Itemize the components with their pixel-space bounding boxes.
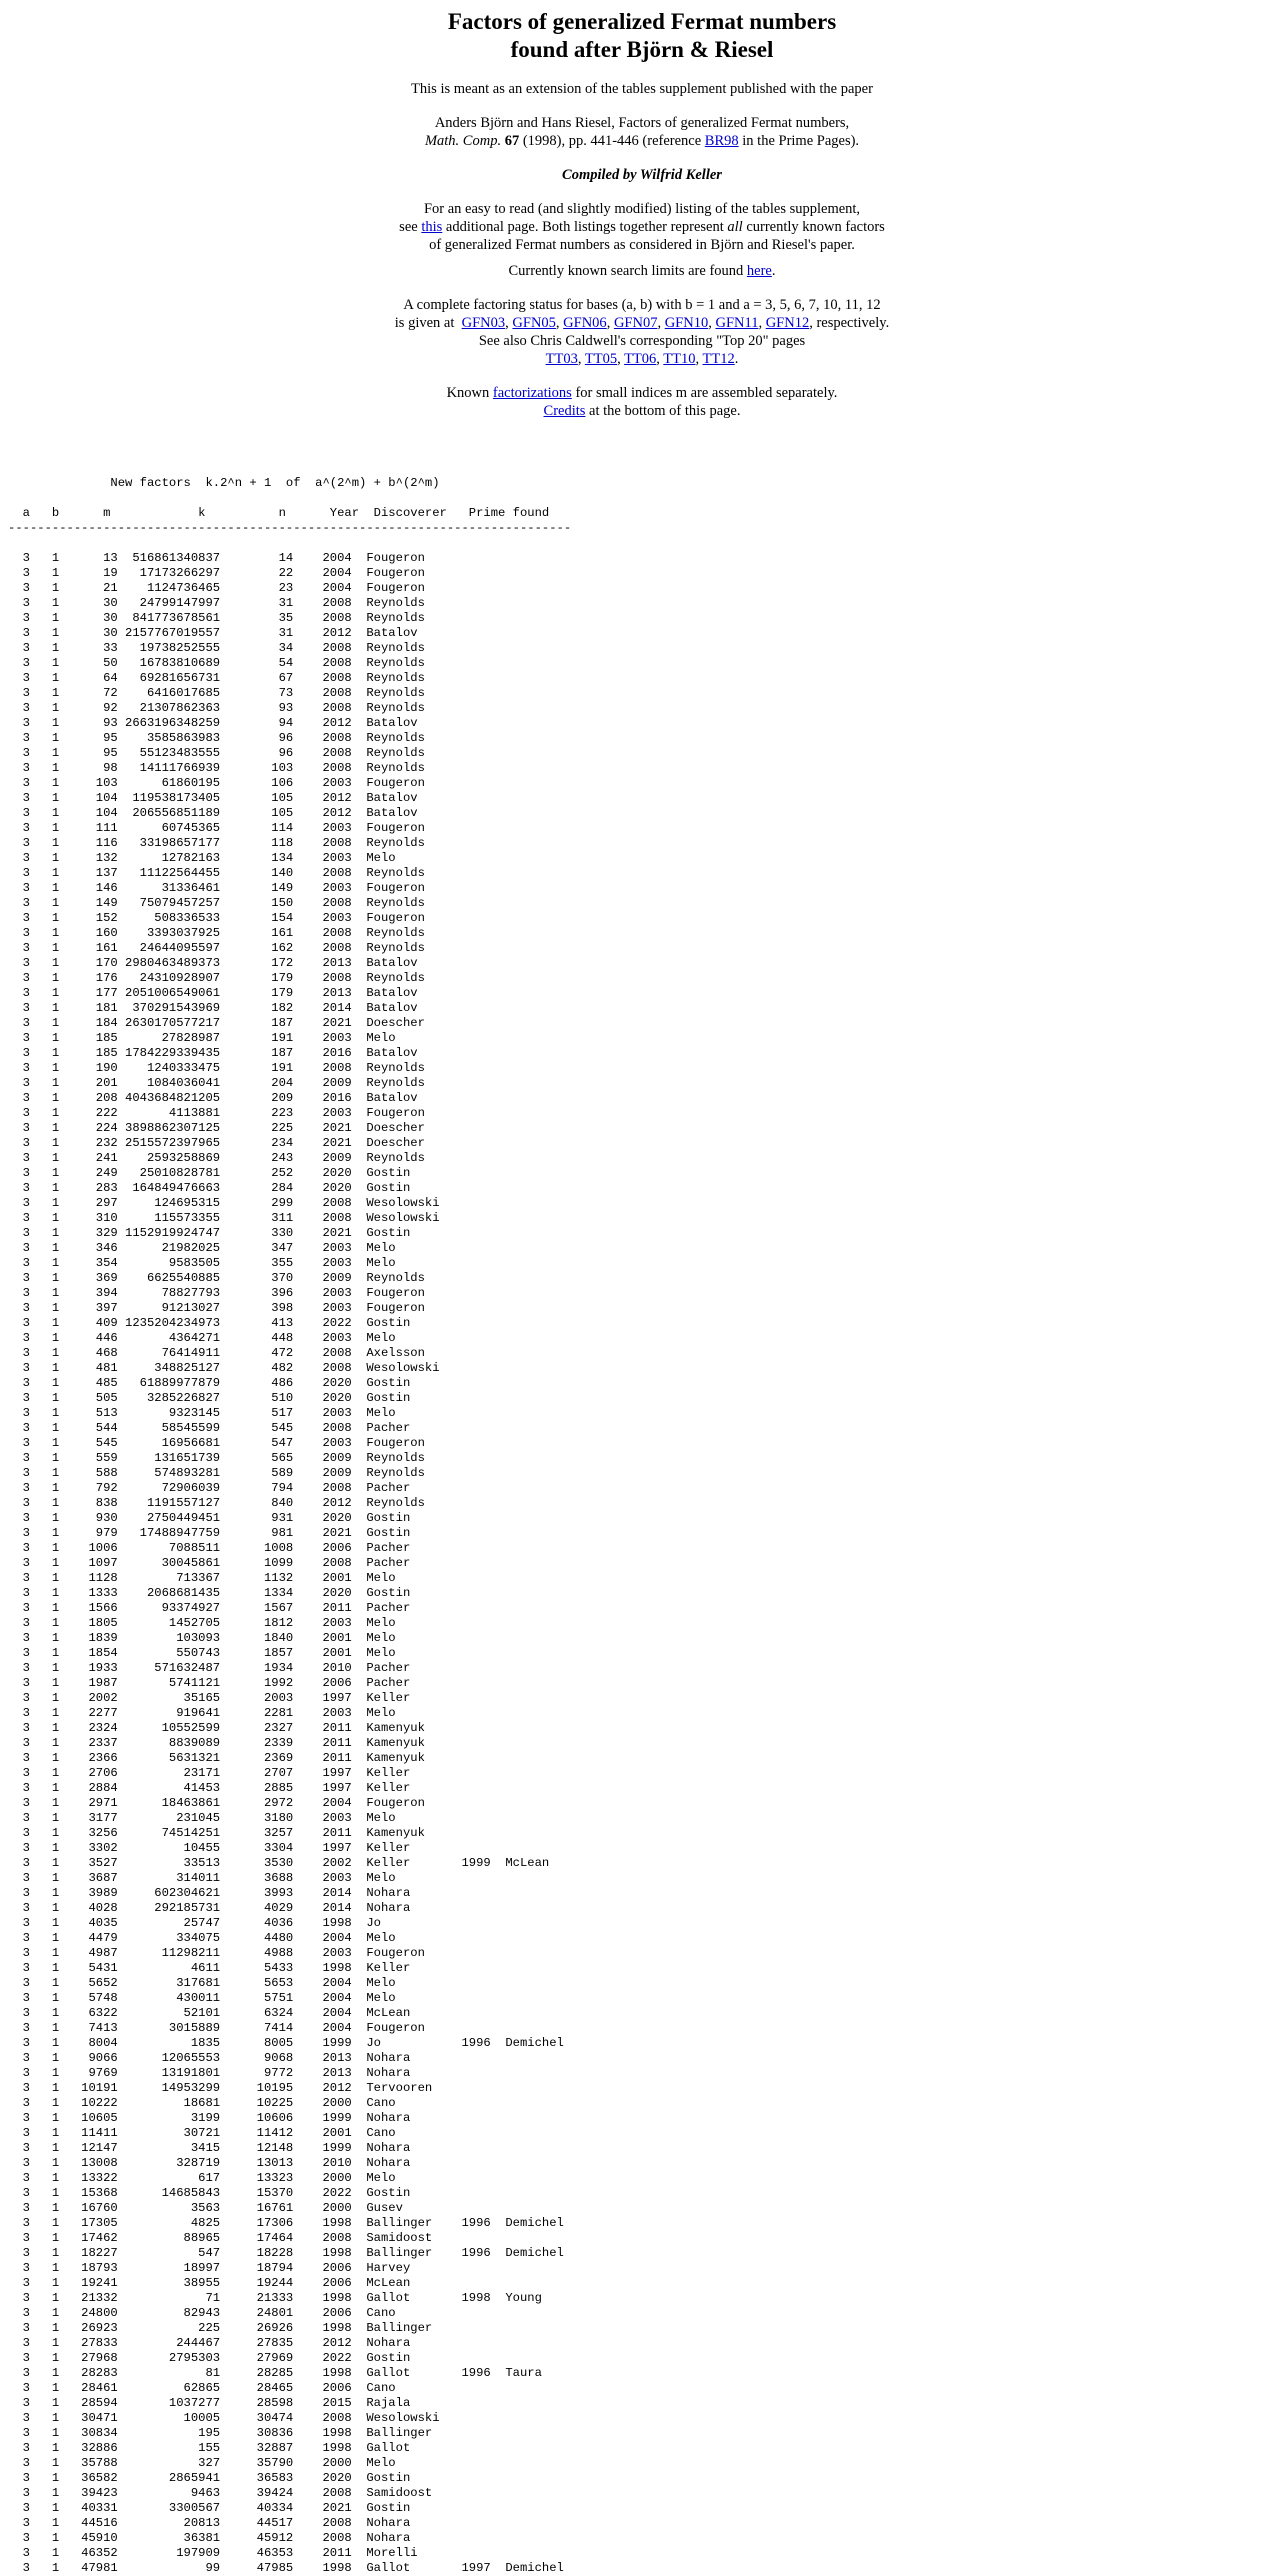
reference-pages: (1998), pp. 441-446 (reference <box>522 133 702 149</box>
table-row: 3 1 177 2051006549061 179 2013 Batalov <box>8 986 418 1000</box>
table-row: 3 1 30834 195 30836 1998 Ballinger <box>8 2426 433 2440</box>
table-row: 3 1 3177 231045 3180 2003 Melo <box>8 1811 396 1825</box>
table-row: 3 1 21 1124736465 23 2004 Fougeron <box>8 581 425 595</box>
known-factorizations-line <box>0 384 1284 402</box>
table-row: 3 1 224 3898862307125 225 2021 Doescher <box>8 1121 425 1135</box>
gfn03-link[interactable]: GFN03 <box>461 315 506 331</box>
table-row: 3 1 4987 11298211 4988 2003 Fougeron <box>8 1946 425 1960</box>
table-row: 3 1 98 14111766939 103 2008 Reynolds <box>8 761 425 775</box>
table-row: 3 1 1854 550743 1857 2001 Melo <box>8 1646 396 1660</box>
table-row: 3 1 2337 8839089 2339 2011 Kamenyuk <box>8 1736 425 1750</box>
table-row: 3 1 208 4043684821205 209 2016 Batalov <box>8 1091 418 1105</box>
table-row: 3 1 176 24310928907 179 2008 Reynolds <box>8 971 425 985</box>
table-row: 3 1 8004 1835 8005 1999 Jo 1996 Demichel <box>8 2036 564 2050</box>
table-row: 3 1 468 76414911 472 2008 Axelsson <box>8 1346 425 1360</box>
table-row: 3 1 5431 4611 5433 1998 Keller <box>8 1961 411 1975</box>
tt06-link[interactable]: TT06 <box>624 351 657 367</box>
table-header: a b m k n Year Discoverer Prime found <box>8 506 550 520</box>
table-row: 3 1 26923 225 26926 1998 Ballinger <box>8 2321 433 2335</box>
easy-line-3: of generalized Fermat numbers as considered in Björn and Riesel's paper. <box>429 237 855 253</box>
table-row: 3 1 2366 5631321 2369 2011 Kamenyuk <box>8 1751 425 1765</box>
table-row: 3 1 1987 5741121 1992 2006 Pacher <box>8 1676 411 1690</box>
table-row: 3 1 149 75079457257 150 2008 Reynolds <box>8 896 425 910</box>
table-row: 3 1 170 2980463489373 172 2013 Batalov <box>8 956 418 970</box>
reference-block <box>0 114 1284 150</box>
easy-line-2a: additional page. Both listings together represent <box>445 219 724 235</box>
table-row: 3 1 30471 10005 30474 2008 Wesolowski <box>8 2411 440 2425</box>
table-row: 3 1 2884 41453 2885 1997 Keller <box>8 1781 411 1795</box>
table-row: 3 1 3527 33513 3530 2002 Keller 1999 McLean <box>8 1856 550 1870</box>
table-row: 3 1 28594 1037277 28598 2015 Rajala <box>8 2396 411 2410</box>
table-row: 3 1 93 2663196348259 94 2012 Batalov <box>8 716 418 730</box>
table-row: 3 1 17462 88965 17464 2008 Samidoost <box>8 2231 433 2245</box>
table-row: 3 1 1333 2068681435 1334 2020 Gostin <box>8 1586 411 1600</box>
table-title: New factors k.2^n + 1 of a^(2^m) + b^(2^m) <box>8 476 440 490</box>
table-row: 3 1 24800 82943 24801 2006 Cano <box>8 2306 396 2320</box>
table-row: 3 1 2971 18463861 2972 2004 Fougeron <box>8 1796 425 1810</box>
table-row: 3 1 7413 3015889 7414 2004 Fougeron <box>8 2021 425 2035</box>
search-limits-line: Currently known search limits are found here. <box>508 263 776 279</box>
table-row: 3 1 513 9323145 517 2003 Melo <box>8 1406 396 1420</box>
table-row: 3 1 5652 317681 5653 2004 Melo <box>8 1976 396 1990</box>
table-row: 3 1 12147 3415 12148 1999 Nohara <box>8 2141 411 2155</box>
table-row: 3 1 329 1152919924747 330 2021 Gostin <box>8 1226 411 1240</box>
table-row: 3 1 32886 155 32887 1998 Gallot <box>8 2441 411 2455</box>
given-at-text: is given at <box>394 315 455 331</box>
table-row: 3 1 792 72906039 794 2008 Pacher <box>8 1481 411 1495</box>
title-line-2: found after Björn & Riesel <box>510 37 774 62</box>
table-row: 3 1 930 2750449451 931 2020 Gostin <box>8 1511 411 1525</box>
table-row: 3 1 10191 14953299 10195 2012 Tervooren <box>8 2081 433 2095</box>
reference-line-1: Anders Björn and Hans Riesel, Factors of generalized Fermat numbers, <box>434 115 850 131</box>
table-row: 3 1 9066 12065553 9068 2013 Nohara <box>8 2051 411 2065</box>
table-row: 3 1 17305 4825 17306 1998 Ballinger 1996 Demichel <box>8 2216 564 2230</box>
table-row: 3 1 369 6625540885 370 2009 Reynolds <box>8 1271 425 1285</box>
search-limits-link[interactable]: here <box>746 263 772 279</box>
table-row: 3 1 446 4364271 448 2003 Melo <box>8 1331 396 1345</box>
table-row: 3 1 35788 327 35790 2000 Melo <box>8 2456 396 2470</box>
table-row: 3 1 283 164849476663 284 2020 Gostin <box>8 1181 411 1195</box>
table-row: 3 1 297 124695315 299 2008 Wesolowski <box>8 1196 440 1210</box>
table-row: 3 1 409 1235204234973 413 2022 Gostin <box>8 1316 411 1330</box>
tt12-link[interactable]: TT12 <box>702 351 735 367</box>
table-row: 3 1 1566 93374927 1567 2011 Pacher <box>8 1601 411 1615</box>
gfn06-link[interactable]: GFN06 <box>563 315 607 331</box>
this-page-link[interactable]: this <box>421 219 443 235</box>
table-row: 3 1 232 2515572397965 234 2021 Doescher <box>8 1136 425 1150</box>
table-row: 3 1 111 60745365 114 2003 Fougeron <box>8 821 425 835</box>
table-row: 3 1 2002 35165 2003 1997 Keller <box>8 1691 411 1705</box>
tt-links-line: TT03, TT05, TT06, TT10, TT12. <box>545 351 739 367</box>
table-row: 3 1 146 31336461 149 2003 Fougeron <box>8 881 425 895</box>
table-row: 3 1 95 55123483555 96 2008 Reynolds <box>8 746 425 760</box>
table-row: 3 1 46352 197909 46353 2011 Morelli <box>8 2546 418 2560</box>
search-limits-text: Currently known search limits are found <box>508 263 744 279</box>
table-row: 3 1 4479 334075 4480 2004 Melo <box>8 1931 396 1945</box>
credits-line <box>0 402 1284 420</box>
table-spacer <box>0 536 1284 551</box>
table-row: 3 1 3989 602304621 3993 2014 Nohara <box>8 1886 411 1900</box>
table-row: 3 1 838 1191557127 840 2012 Reynolds <box>8 1496 425 1510</box>
table-row: 3 1 190 1240333475 191 2008 Reynolds <box>8 1061 425 1075</box>
table-row: 3 1 92 21307862363 93 2008 Reynolds <box>8 701 425 715</box>
credits-text: at the bottom of this page. <box>589 403 741 419</box>
table-row: 3 1 15368 14685843 15370 2022 Gostin <box>8 2186 411 2200</box>
table-row: 3 1 2277 919641 2281 2003 Melo <box>8 1706 396 1720</box>
table-row: 3 1 44516 20813 44517 2008 Nohara <box>8 2516 411 2530</box>
gfn12-link[interactable]: GFN12 <box>765 315 810 331</box>
table-row: 3 1 152 508336533 154 2003 Fougeron <box>8 911 425 925</box>
table-row: 3 1 161 24644095597 162 2008 Reynolds <box>8 941 425 955</box>
table-row: 3 1 64 69281656731 67 2008 Reynolds <box>8 671 425 685</box>
compiled-by-text: Compiled by Wilfrid Keller <box>562 167 722 183</box>
credits-link[interactable]: Credits <box>543 403 586 419</box>
tt05-link[interactable]: TT05 <box>584 351 618 367</box>
table-row: 3 1 3302 10455 3304 1997 Keller <box>8 1841 411 1855</box>
respectively-text: , respectively. <box>809 315 890 331</box>
table-spacer <box>0 491 1284 506</box>
table-row: 3 1 27833 244467 27835 2012 Nohara <box>8 2336 411 2350</box>
table-row: 3 1 28283 81 28285 1998 Gallot 1996 Taura <box>8 2366 542 2380</box>
table-row: 3 1 30 2157767019557 31 2012 Batalov <box>8 626 418 640</box>
factoring-status-line-1: A complete factoring status for bases (a, b) with b = 1 and a = 3, 5, 6, 7, 10, 11, 12 <box>403 297 881 313</box>
table-row: 3 1 10222 18681 10225 2000 Cano <box>8 2096 396 2110</box>
table-row: 3 1 18793 18997 18794 2006 Harvey <box>8 2261 411 2275</box>
table-row: 3 1 545 16956681 547 2003 Fougeron <box>8 1436 425 1450</box>
caldwell-line: See also Chris Caldwell's corresponding "Top 20" pages <box>478 333 806 349</box>
table-row: 3 1 394 78827793 396 2003 Fougeron <box>8 1286 425 1300</box>
table-row: 3 1 39423 9463 39424 2008 Samidoost <box>8 2486 433 2500</box>
easy-listing-block <box>0 200 1284 254</box>
table-row: 3 1 13008 328719 13013 2010 Nohara <box>8 2156 411 2170</box>
br98-link[interactable]: BR98 <box>704 133 739 149</box>
table-row: 3 1 30 841773678561 35 2008 Reynolds <box>8 611 425 625</box>
table-row: 3 1 36582 2865941 36583 2020 Gostin <box>8 2471 411 2485</box>
table-row: 3 1 4028 292185731 4029 2014 Nohara <box>8 1901 411 1915</box>
table-row: 3 1 1805 1452705 1812 2003 Melo <box>8 1616 396 1630</box>
table-row: 3 1 346 21982025 347 2003 Melo <box>8 1241 396 1255</box>
table-row: 3 1 11411 30721 11412 2001 Cano <box>8 2126 396 2140</box>
table-row: 3 1 397 91213027 398 2003 Fougeron <box>8 1301 425 1315</box>
known-text-a: Known <box>446 385 490 401</box>
easy-all: all <box>727 219 743 235</box>
gfn11-link[interactable]: GFN11 <box>715 315 759 331</box>
table-row: 3 1 33 19738252555 34 2008 Reynolds <box>8 641 425 655</box>
table-row: 3 1 6322 52101 6324 2004 McLean <box>8 2006 411 2020</box>
table-row: 3 1 13322 617 13323 2000 Melo <box>8 2171 396 2185</box>
table-row: 3 1 104 206556851189 105 2012 Batalov <box>8 806 418 820</box>
table-row: 3 1 28461 62865 28465 2006 Cano <box>8 2381 396 2395</box>
table-rule: ----------------------------------------------------------------------------- <box>8 521 572 535</box>
table-row: 3 1 181 370291543969 182 2014 Batalov <box>8 1001 418 1015</box>
table-row: 3 1 201 1084036041 204 2009 Reynolds <box>8 1076 425 1090</box>
gfn07-link[interactable]: GFN07 <box>613 315 658 331</box>
table-row: 3 1 132 12782163 134 2003 Melo <box>8 851 396 865</box>
table-row: 3 1 16760 3563 16761 2000 Gusev <box>8 2201 403 2215</box>
easy-line-2 <box>0 218 1284 236</box>
table-row: 3 1 2706 23171 2707 1997 Keller <box>8 1766 411 1780</box>
tt03-link[interactable]: TT03 <box>545 351 578 367</box>
table-row: 3 1 4035 25747 4036 1998 Jo <box>8 1916 381 1930</box>
table-row: 3 1 18227 547 18228 1998 Ballinger 1996 Demichel <box>8 2246 564 2260</box>
page-title <box>0 8 1284 64</box>
table-row: 3 1 310 115573355 311 2008 Wesolowski <box>8 1211 440 1225</box>
table-row: 3 1 160 3393037925 161 2008 Reynolds <box>8 926 425 940</box>
reference-volume: 67 <box>504 133 520 149</box>
table-row: 3 1 1128 713367 1132 2001 Melo <box>8 1571 396 1585</box>
table-row: 3 1 222 4113881 223 2003 Fougeron <box>8 1106 425 1120</box>
easy-line-2b: currently known factors <box>746 219 885 235</box>
intro-text: This is meant as an extension of the tables supplement published with the paper <box>411 81 873 97</box>
table-row: 3 1 10605 3199 10606 1999 Nohara <box>8 2111 411 2125</box>
table-row: 3 1 1839 103093 1840 2001 Melo <box>8 1631 396 1645</box>
factoring-status-line-2: is given at GFN03, GFN05, GFN06, GFN07, GFN10, GFN11, GFN12, respectively. <box>394 315 890 331</box>
tt10-link[interactable]: TT10 <box>663 351 696 367</box>
table-row: 3 1 1097 30045861 1099 2008 Pacher <box>8 1556 411 1570</box>
compiled-by <box>0 166 1284 184</box>
table-row: 3 1 485 61889977879 486 2020 Gostin <box>8 1376 411 1390</box>
table-row: 3 1 1006 7088511 1008 2006 Pacher <box>8 1541 411 1555</box>
table-row: 3 1 1933 571632487 1934 2010 Pacher <box>8 1661 411 1675</box>
page-header <box>0 8 1284 420</box>
table-row: 3 1 40331 3300567 40334 2021 Gostin <box>8 2501 411 2515</box>
title-line-1: Factors of generalized Fermat numbers <box>447 9 837 34</box>
table-row: 3 1 19241 38955 19244 2006 McLean <box>8 2276 411 2290</box>
table-row: 3 1 249 25010828781 252 2020 Gostin <box>8 1166 411 1180</box>
table-row: 3 1 9769 13191801 9772 2013 Nohara <box>8 2066 411 2080</box>
table-row: 3 1 19 17173266297 22 2004 Fougeron <box>8 566 425 580</box>
table-row: 3 1 505 3285226827 510 2020 Gostin <box>8 1391 411 1405</box>
reference-journal: Math. Comp. <box>424 133 502 149</box>
table-row: 3 1 5748 430011 5751 2004 Melo <box>8 1991 396 2005</box>
factors-table <box>0 476 1284 2576</box>
table-row: 3 1 137 11122564455 140 2008 Reynolds <box>8 866 425 880</box>
factoring-status-block <box>0 296 1284 368</box>
table-row: 3 1 95 3585863983 96 2008 Reynolds <box>8 731 425 745</box>
gfn05-link[interactable]: GFN05 <box>512 315 556 331</box>
table-row: 3 1 50 16783810689 54 2008 Reynolds <box>8 656 425 670</box>
factorizations-link[interactable]: factorizations <box>492 385 572 401</box>
table-body <box>0 551 1284 2576</box>
table-row: 3 1 241 2593258869 243 2009 Reynolds <box>8 1151 425 1165</box>
table-row: 3 1 559 131651739 565 2009 Reynolds <box>8 1451 425 1465</box>
reference-tail: in the Prime Pages). <box>742 133 860 149</box>
table-row: 3 1 184 2630170577217 187 2021 Doescher <box>8 1016 425 1030</box>
table-row: 3 1 21332 71 21333 1998 Gallot 1998 Young <box>8 2291 542 2305</box>
table-row: 3 1 72 6416017685 73 2008 Reynolds <box>8 686 425 700</box>
known-text-b: for small indices m are assembled separately. <box>575 385 838 401</box>
table-row: 3 1 481 348825127 482 2008 Wesolowski <box>8 1361 440 1375</box>
table-row: 3 1 185 27828987 191 2003 Melo <box>8 1031 396 1045</box>
table-row: 3 1 544 58545599 545 2008 Pacher <box>8 1421 411 1435</box>
table-row: 3 1 3256 74514251 3257 2011 Kamenyuk <box>8 1826 425 1840</box>
table-row: 3 1 185 1784229339435 187 2016 Batalov <box>8 1046 418 1060</box>
table-row: 3 1 3687 314011 3688 2003 Melo <box>8 1871 396 1885</box>
table-row: 3 1 27968 2795303 27969 2022 Gostin <box>8 2351 411 2365</box>
table-row: 3 1 30 24799147997 31 2008 Reynolds <box>8 596 425 610</box>
table-row: 3 1 13 516861340837 14 2004 Fougeron <box>8 551 425 565</box>
gfn10-link[interactable]: GFN10 <box>664 315 709 331</box>
table-row: 3 1 47981 99 47985 1998 Gallot 1997 Demichel <box>8 2561 564 2575</box>
table-row: 3 1 116 33198657177 118 2008 Reynolds <box>8 836 425 850</box>
table-row: 3 1 588 574893281 589 2009 Reynolds <box>8 1466 425 1480</box>
table-row: 3 1 979 17488947759 981 2021 Gostin <box>8 1526 411 1540</box>
table-row: 3 1 2324 10552599 2327 2011 Kamenyuk <box>8 1721 425 1735</box>
easy-line-1: For an easy to read (and slightly modified) listing of the tables supplement, <box>423 201 861 217</box>
reference-line-2 <box>0 132 1284 150</box>
table-row: 3 1 45910 36381 45912 2008 Nohara <box>8 2531 411 2545</box>
table-row: 3 1 103 61860195 106 2003 Fougeron <box>8 776 425 790</box>
table-row: 3 1 354 9583505 355 2003 Melo <box>8 1256 396 1270</box>
table-row: 3 1 104 119538173405 105 2012 Batalov <box>8 791 418 805</box>
easy-see: see <box>399 219 418 235</box>
